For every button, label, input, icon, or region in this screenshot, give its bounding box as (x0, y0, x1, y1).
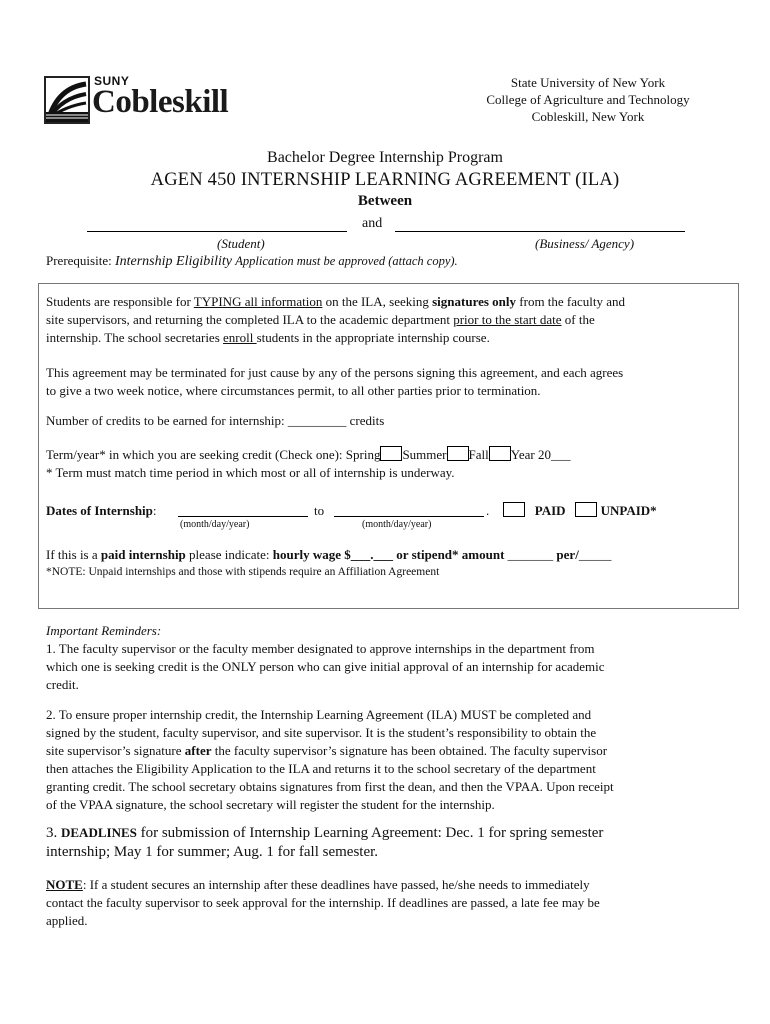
and-word: and (362, 216, 383, 231)
term-note: * Term must match time period in which most or all of internship is underway. (46, 465, 455, 480)
credits-blank[interactable]: _________ (287, 413, 347, 428)
credits-line: Number of credits to be earned for internship: _________ credits (46, 413, 385, 428)
paid-option: PAID UNPAID* (503, 502, 657, 520)
reminder-2-line-4: then attaches the Eligibility Application to the ILA and returns it to the school secretary of the department (46, 761, 596, 776)
program-title: Bachelor Degree Internship Program (267, 149, 503, 166)
address-line-1: State University of New York (510, 75, 666, 90)
box-para-1-line-1: Students are responsible for TYPING all information on the ILA, seeking signatures only from the faculty and (46, 294, 626, 309)
end-date-format: (month/day/year) (362, 519, 432, 530)
fall-checkbox[interactable] (489, 446, 511, 461)
business-name-line[interactable] (395, 231, 685, 232)
start-date-format: (month/day/year) (180, 519, 250, 530)
note-line-3: applied. (46, 913, 88, 928)
box-para-2-line-1: This agreement may be terminated for just cause by any of the persons signing this agreement, and each agrees (46, 365, 624, 380)
prereq-eligibility: Internship Eligibility (114, 254, 233, 269)
reminder-2-line-1: 2. To ensure proper internship credit, the Internship Learning Agreement (ILA) MUST be completed and (46, 707, 592, 722)
prereq-label: Prerequisite: (46, 253, 112, 268)
box-para-2-line-2: to give a two week notice, where circumstances permit, to all other parties prior to termination. (46, 383, 541, 398)
box-para-1-line-2: site supervisors, and returning the completed ILA to the academic department prior to the start date of the (46, 312, 595, 327)
business-label: (Business/ Agency) (535, 236, 635, 251)
logo-suny-text: SUNY (94, 74, 130, 88)
box-para-1-line-3: internship. The school secretaries enroll students in the appropriate internship course. (46, 330, 490, 345)
reminder-2-line-3: site supervisor’s signature after the faculty supervisor’s signature has been obtained. The faculty supervisor (46, 743, 608, 758)
summer-checkbox[interactable] (447, 446, 469, 461)
reminder-3-line-1: 3. DEADLINES for submission of Internship Learning Agreement: Dec. 1 for spring semester (46, 825, 604, 841)
logo-college-name: Cobleskill (92, 84, 229, 120)
college-address (470, 74, 706, 125)
student-name-line[interactable] (87, 231, 347, 232)
between-heading: Between (357, 193, 413, 209)
paid-checkbox[interactable] (503, 502, 525, 517)
prerequisite-line (46, 253, 458, 270)
reminder-2-line-5: granting credit. The school secretary obtains signatures from first the dean, and then the VPAA. Upon receipt (46, 779, 614, 794)
note-line-2: contact the faculty supervisor to seek approval for the internship. If deadlines are passed, a late fee may be (46, 895, 600, 910)
unpaid-checkbox[interactable] (575, 502, 597, 517)
reminder-1-line-2: which one is seeking credit is the ONLY person who can give initial approval of an internship for academic (46, 659, 605, 674)
note-line-1: NOTE: If a student secures an internship after these deadlines have passed, he/she needs to immediately (46, 877, 590, 892)
student-label: (Student) (217, 236, 265, 251)
affiliation-note: *NOTE: Unpaid internships and those with stipends require an Affiliation Agreement (46, 566, 440, 578)
reminder-1-line-1: 1. The faculty supervisor or the faculty member designated to approve internships in the department from (46, 641, 595, 656)
reminder-3-line-2: internship; May 1 for summer; Aug. 1 for fall semester. (46, 844, 379, 860)
dates-period: . (486, 503, 490, 518)
address-line-2: College of Agriculture and Technology (486, 92, 690, 107)
agreement-title: AGEN 450 INTERNSHIP LEARNING AGREEMENT (ILA) (150, 170, 620, 190)
reminder-2-line-6: of the VPAA signature, the school secretary will register the student for the internship. (46, 797, 495, 812)
spring-checkbox[interactable] (380, 446, 402, 461)
reminder-2-line-2: signed by the student, faculty supervisor, and site supervisor. It is the student’s responsibility to obtain the (46, 725, 597, 740)
end-date-field[interactable] (334, 516, 484, 517)
logo-emblem-icon (44, 76, 90, 124)
reminder-1-line-3: credit. (46, 677, 79, 692)
dates-to: to (314, 503, 325, 518)
address-line-3: Cobleskill, New York (531, 109, 645, 124)
prereq-rest: Application must be approved (attach copy). (235, 254, 458, 268)
paid-internship-line: If this is a paid internship please indicate: hourly wage $___.___ or stipend* amount _______ per/_____ (46, 547, 612, 562)
college-logo (44, 74, 244, 124)
dates-line: Dates of Internship: (46, 503, 157, 518)
start-date-field[interactable] (178, 516, 308, 517)
term-line: Term/year* in which you are seeking credit (Check one): Spring Summer Fall Year 20___ (46, 447, 571, 462)
reminders-title: Important Reminders: (46, 623, 162, 638)
